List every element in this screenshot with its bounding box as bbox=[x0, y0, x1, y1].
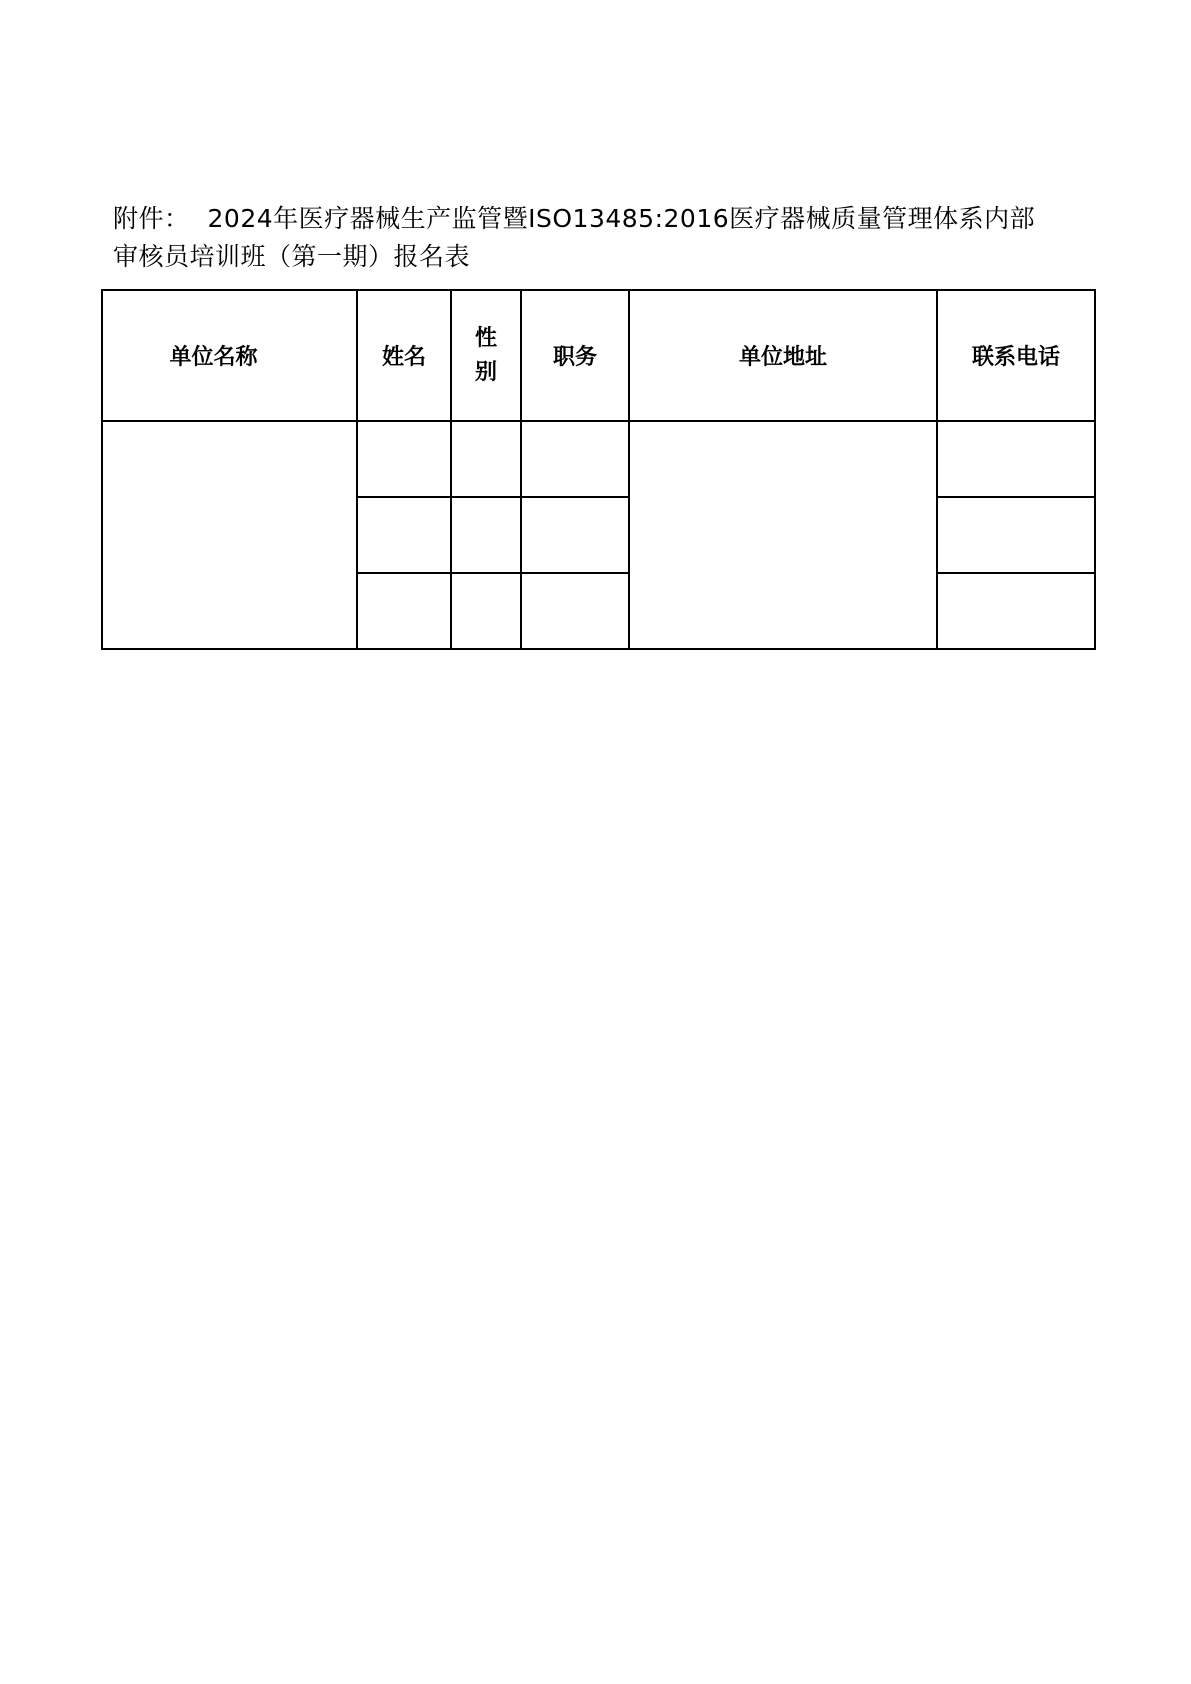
cell-position[interactable] bbox=[521, 497, 629, 573]
header-gender-label: 性别 bbox=[474, 325, 497, 385]
heading-title-line-1: 2024年医疗器械生产监管暨ISO13485:2016医疗器械质量管理体系内部 bbox=[207, 204, 1036, 233]
cell-name[interactable] bbox=[357, 497, 451, 573]
cell-unit-address[interactable] bbox=[629, 421, 937, 649]
header-phone bbox=[937, 290, 1095, 421]
heading-title-line-2: 审核员培训班（第一期）报名表 bbox=[113, 242, 471, 271]
cell-position[interactable] bbox=[521, 421, 629, 497]
cell-phone[interactable] bbox=[937, 573, 1095, 649]
header-position-label: 职务 bbox=[552, 345, 597, 370]
cell-unit-name[interactable] bbox=[102, 421, 357, 649]
cell-name[interactable] bbox=[357, 421, 451, 497]
cell-phone[interactable] bbox=[937, 497, 1095, 573]
cell-gender[interactable] bbox=[451, 573, 521, 649]
registration-table bbox=[101, 289, 1096, 650]
header-unit-name bbox=[102, 290, 357, 421]
header-unit-address-label: 单位地址 bbox=[738, 345, 827, 370]
header-phone-label: 联系电话 bbox=[971, 345, 1060, 370]
cell-phone[interactable] bbox=[937, 421, 1095, 497]
header-unit-name-label: 单位名称 bbox=[169, 345, 258, 370]
table-header-row bbox=[102, 290, 1095, 421]
cell-gender[interactable] bbox=[451, 421, 521, 497]
table-row bbox=[102, 421, 1095, 497]
cell-position[interactable] bbox=[521, 573, 629, 649]
heading-line-1 bbox=[113, 200, 1093, 238]
header-name-label: 姓名 bbox=[381, 345, 426, 370]
header-name bbox=[357, 290, 451, 421]
header-position bbox=[521, 290, 629, 421]
attachment-label: 附件： bbox=[113, 204, 190, 233]
form-heading bbox=[113, 200, 1093, 276]
cell-name[interactable] bbox=[357, 573, 451, 649]
cell-gender[interactable] bbox=[451, 497, 521, 573]
header-gender bbox=[451, 290, 521, 421]
header-unit-address bbox=[629, 290, 937, 421]
